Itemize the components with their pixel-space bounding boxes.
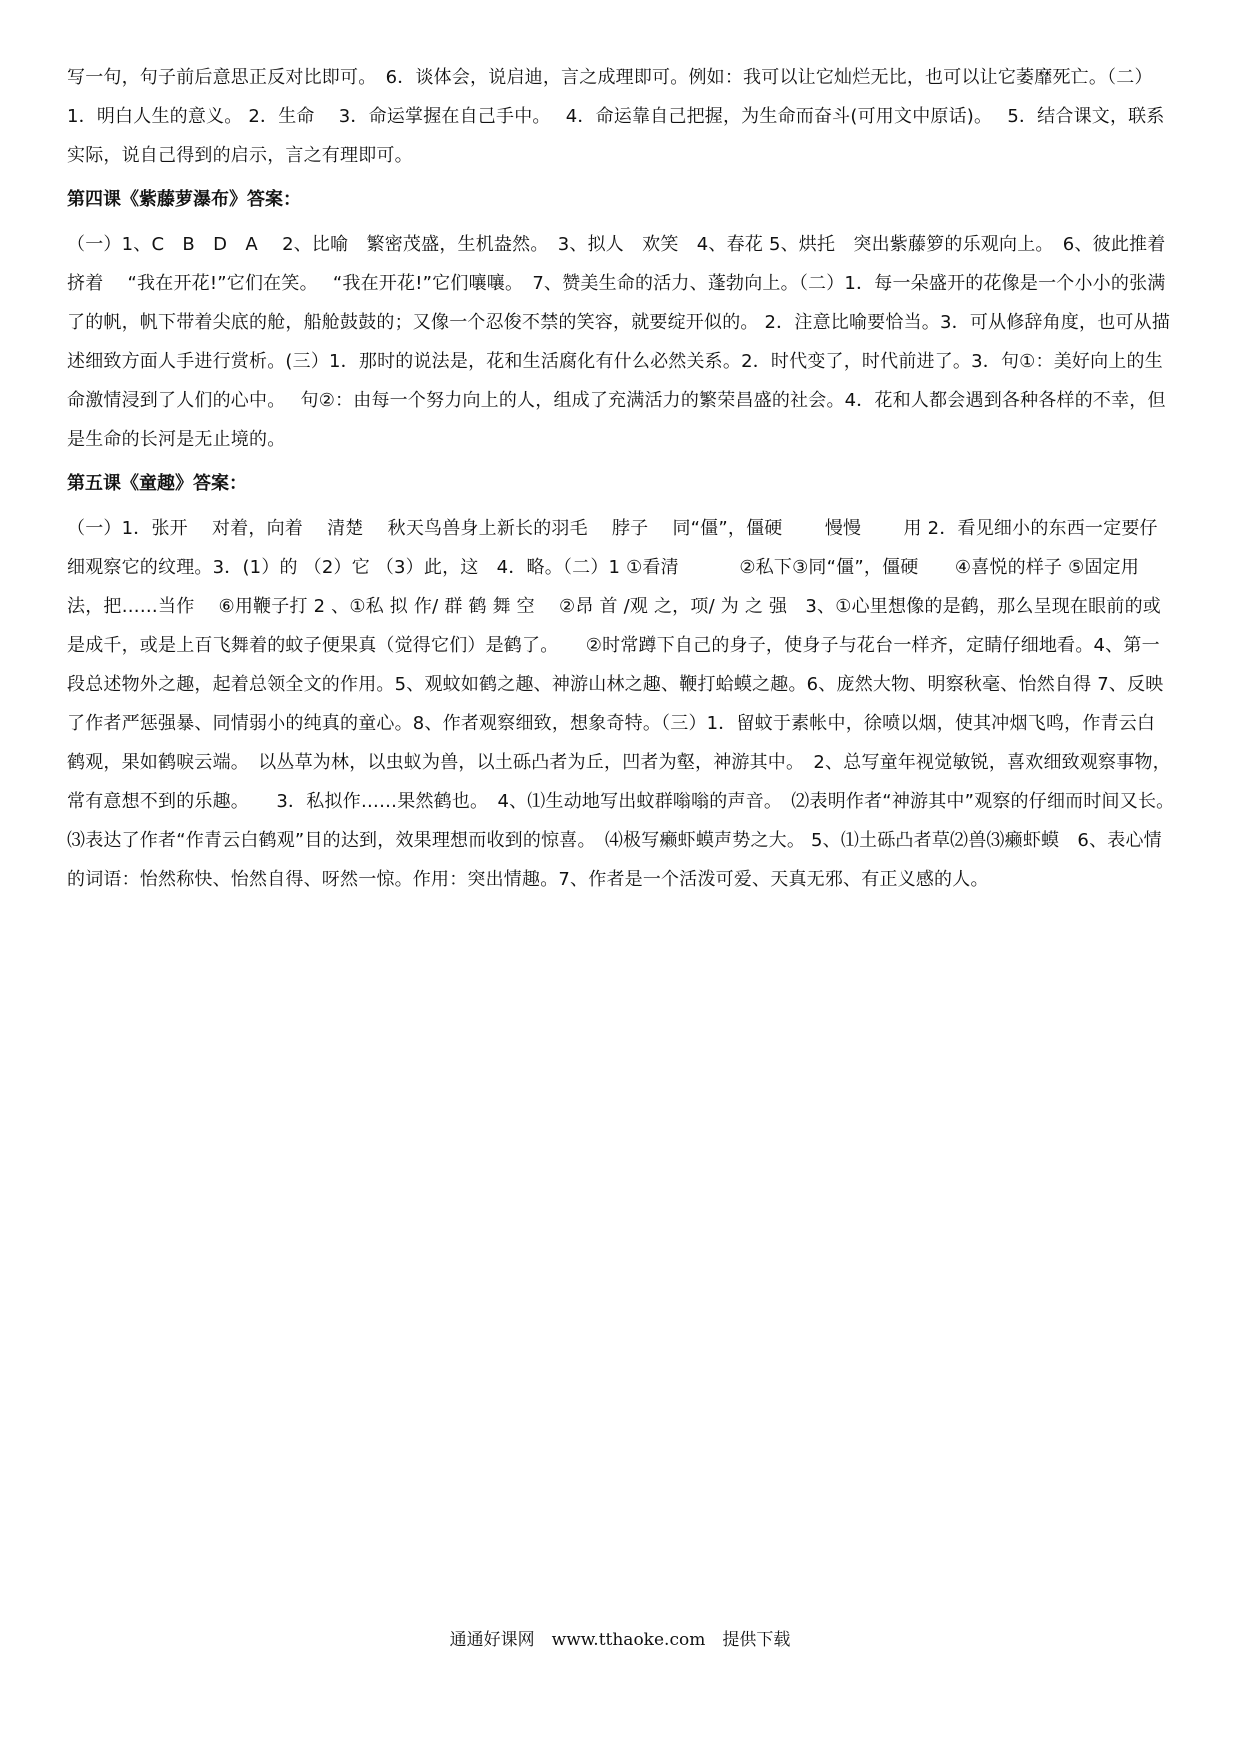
answer-content <box>67 58 1184 899</box>
lesson5-heading: 第五课《童趣》答案： <box>67 473 247 494</box>
lesson4-answers: （一）1、C B D A 2、比喻 繁密茂盛，生机盎然。 3、拟人 欢笑 4、春花 5、烘托 突出紫藤箩的乐观向上。 6、彼此推着挤着 “我在开花!”它们在笑。 “我在开花!”它们嚷嚷。 7、赞美生命的活力、蓬勃向上。（二）1．每一朵盛开的花像是一个小小的张满了的帆，帆下带着尖底的舱，船舱鼓鼓的；又像一个忍俊不禁的笑容，就要绽开似的。 2．注意比喻要恰当。3．可从修辞角度，也可从描述细致方面人手进行赏析。(三）1．那时的说法是，花和生活腐化有什么必然关系。2．时代变了，时代前进了。3．句①：美好向上的生命激情浸到了人们的心中。 句②：由每一个努力向上的人，组成了充满活力的繁荣昌盛的社会。4．花和人都会遇到各种各样的不幸，但是生命的长河是无止境的。 <box>67 234 1171 450</box>
lesson4-heading: 第四课《紫藤萝瀑布》答案： <box>67 189 301 210</box>
page-footer: 通通好课网 www.tthaoke.com 提供下载 <box>449 1630 791 1650</box>
lesson5-answers: （一）1．张开 对着，向着 清楚 秋天鸟兽身上新长的羽毛 脖子 同“僵”，僵硬 慢慢 用 2．看见细小的东西一定要仔细观察它的纹理。3．(1）的 （2）它 （3）此，这 4．略。（二）1 ①看清 ②私下③同“僵”，僵硬 ④喜悦的样子 ⑤固定用法，把……当作 ⑥用鞭子打 2 、①私 拟 作/ 群 鹤 舞 空 ②昂 首 /观 之，项/ 为 之 强 3、①心里想像的是鹤，那么呈现在眼前的或是成千，或是上百飞舞着的蚊子便果真（觉得它们）是鹤了。 ②时常蹲下自己的身子，使身子与花台一样齐，定睛仔细地看。4、第一段总述物外之趣，起着总领全文的作用。5、观蚊如鹤之趣、神游山林之趣、鞭打蛤蟆之趣。6、庞然大物、明察秋毫、怡然自得 7、反映了作者严惩强暴、同情弱小的纯真的童心。8、作者观察细致，想象奇特。（三）1．留蚊于素帐中，徐喷以烟，使其冲烟飞鸣，作青云白鹤观，果如鹤唳云端。 以丛草为林，以虫蚁为兽，以土砾凸者为丘，凹者为壑，神游其中。 2、总写童年视觉敏锐，喜欢细致观察事物，常有意想不到的乐趣。 3．私拟作……果然鹤也。 4、⑴生动地写出蚊群嗡嗡的声音。 ⑵表明作者“神游其中”观察的仔细而时间又长。 ⑶表达了作者“作青云白鹤观”目的达到，效果理想而收到的惊喜。 ⑷极写癞虾蟆声势之大。 5、⑴土砾凸者草⑵兽⑶癞虾蟆 6、表心情的词语：怡然称快、怡然自得、呀然一惊。作用：突出情趣。7、作者是一个活泼可爱、天真无邪、有正义感的人。 <box>67 518 1184 890</box>
previous-lesson-answers: 写一句，句子前后意思正反对比即可。 6．谈体会，说启迪，言之成理即可。例如：我可以让它灿烂无比，也可以让它萎靡死亡。（二）1．明白人生的意义。 2．生命 3．命运掌握在自己手中。 4．命运靠自己把握，为生命而奋斗(可用文中原话)。 5．结合课文，联系实际，说自己得到的启示，言之有理即可。 <box>67 67 1165 166</box>
